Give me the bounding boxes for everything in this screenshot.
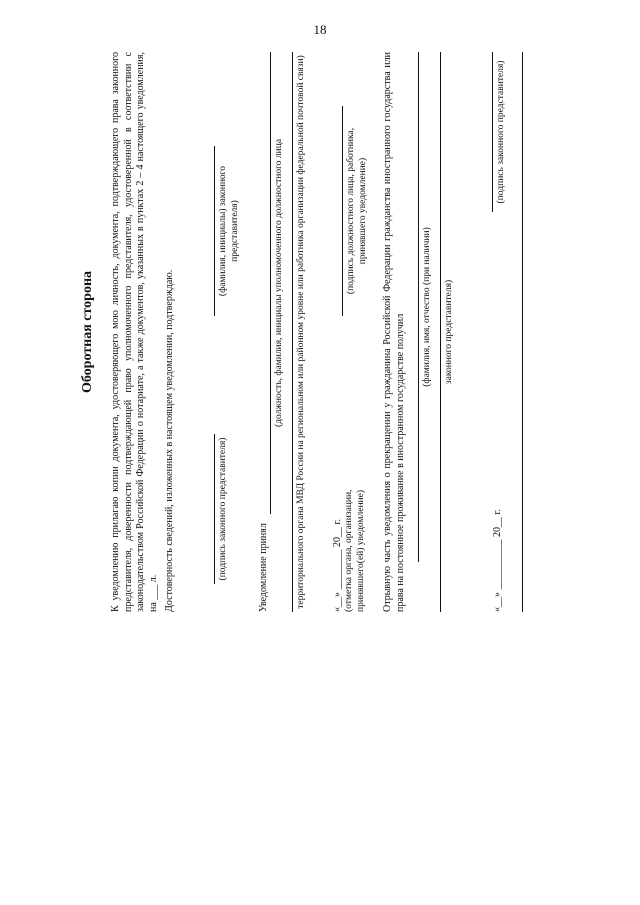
date-1: «__» ________ 20__ г. <box>332 519 343 612</box>
received-label: Уведомление принял <box>258 523 269 612</box>
bottom-rule <box>522 52 523 612</box>
page-title: Оборотная сторона <box>80 270 95 394</box>
official-line <box>270 52 271 514</box>
attachments-paragraph: К уведомлению прилагаю копии документа, удостоверяющего мою личность, документа, подтверждающего права законного представителя, доверенности подтверждающей право уполномоченного представителя, удостоверенной в соответствии с законодательством Российской Федерации о нотариате, а также документов, указанных в пунктах 2 – 4 настоящего уведомления, на ___ л. <box>110 52 159 612</box>
confirmation-text: Достоверность сведений, изложенных в настоящем уведомлении, подтверждаю. <box>164 269 175 612</box>
territorial-caption: территориального органа МВД России на региональном или районном уровне или работника организации федеральной почтовой связи) <box>296 55 306 609</box>
name-line-2b <box>440 52 441 612</box>
signature-caption-2: (подпись законного представителя) <box>496 60 506 204</box>
name-caption-1: (фамилия, инициалы) законного представителя) <box>218 165 240 297</box>
name-line-2 <box>418 52 419 562</box>
page-number: 18 <box>313 22 327 37</box>
official-signature-line <box>342 106 343 316</box>
name-line-1 <box>214 146 215 316</box>
territorial-line <box>292 52 293 612</box>
official-caption: (должность, фамилия, инициалы уполномоченного должностного лица <box>274 138 284 428</box>
date-2: «__» __________ 20__ г. <box>492 509 503 612</box>
signature-line-2 <box>492 52 493 212</box>
signature-caption-1: (подпись законного представителя) <box>218 437 228 581</box>
tear-off-paragraph: Отрывную часть уведомления о прекращении у гражданина Российской Федерации гражданства иностранного государства или права на постоянное проживание в иностранном государстве получил <box>382 52 406 612</box>
signature-line-1 <box>214 434 215 584</box>
rotated-form-content <box>82 52 542 612</box>
official-signature-caption: (подпись должностного лица, работника, принявшего уведомление) <box>346 127 368 295</box>
name-caption-2b: законного представителя) <box>444 279 454 385</box>
stamp-caption: (отметка органа, организации, принявшего(ей) уведомление) <box>344 489 366 612</box>
name-caption-2: (фамилия, имя, отчество (при наличии) <box>422 227 432 387</box>
